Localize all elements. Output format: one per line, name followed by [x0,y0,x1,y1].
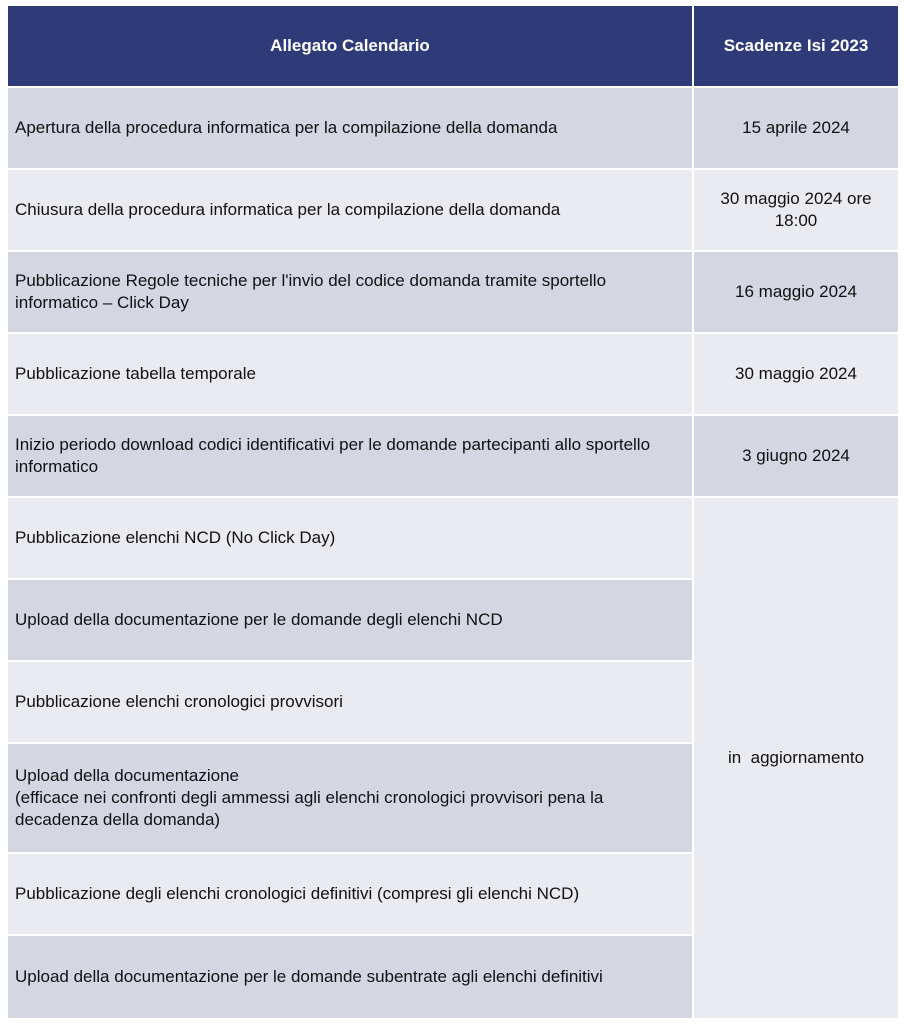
table-row-activity: Pubblicazione elenchi cronologici provvisori [8,662,692,742]
table-row-activity: Pubblicazione Regole tecniche per l'invio del codice domanda tramite sportello informatico – Click Day [8,252,692,332]
table-row-deadline: 15 aprile 2024 [694,88,898,168]
table-row-deadline: 3 giugno 2024 [694,416,898,496]
merged-deadline-text: in aggiornamento [727,748,865,767]
table-row-activity: Inizio periodo download codici identificativi per le domande partecipanti allo sportello informatico [8,416,692,496]
table-row-activity: Upload della documentazione (efficace nei confronti degli ammessi agli elenchi cronologici provvisori pena la decadenza della domanda) [8,744,692,852]
merged-deadline-cell [694,498,898,1018]
header-allegato-calendario: Allegato Calendario [8,6,692,86]
table-row-deadline: 16 maggio 2024 [694,252,898,332]
table-row-deadline: 30 maggio 2024 ore 18:00 [694,170,898,250]
table-row-activity: Pubblicazione tabella temporale [8,334,692,414]
table-row-deadline: 30 maggio 2024 [694,334,898,414]
table-row-activity: Apertura della procedura informatica per la compilazione della domanda [8,88,692,168]
calendar-table [8,6,898,1018]
header-scadenze: Scadenze Isi 2023 [694,6,898,86]
table-row-activity: Upload della documentazione per le domande subentrate agli elenchi definitivi [8,936,692,1018]
table-row-activity: Chiusura della procedura informatica per la compilazione della domanda [8,170,692,250]
table-row-activity: Pubblicazione elenchi NCD (No Click Day) [8,498,692,578]
table-row-activity: Upload della documentazione per le domande degli elenchi NCD [8,580,692,660]
table-row-activity: Pubblicazione degli elenchi cronologici definitivi (compresi gli elenchi NCD) [8,854,692,934]
